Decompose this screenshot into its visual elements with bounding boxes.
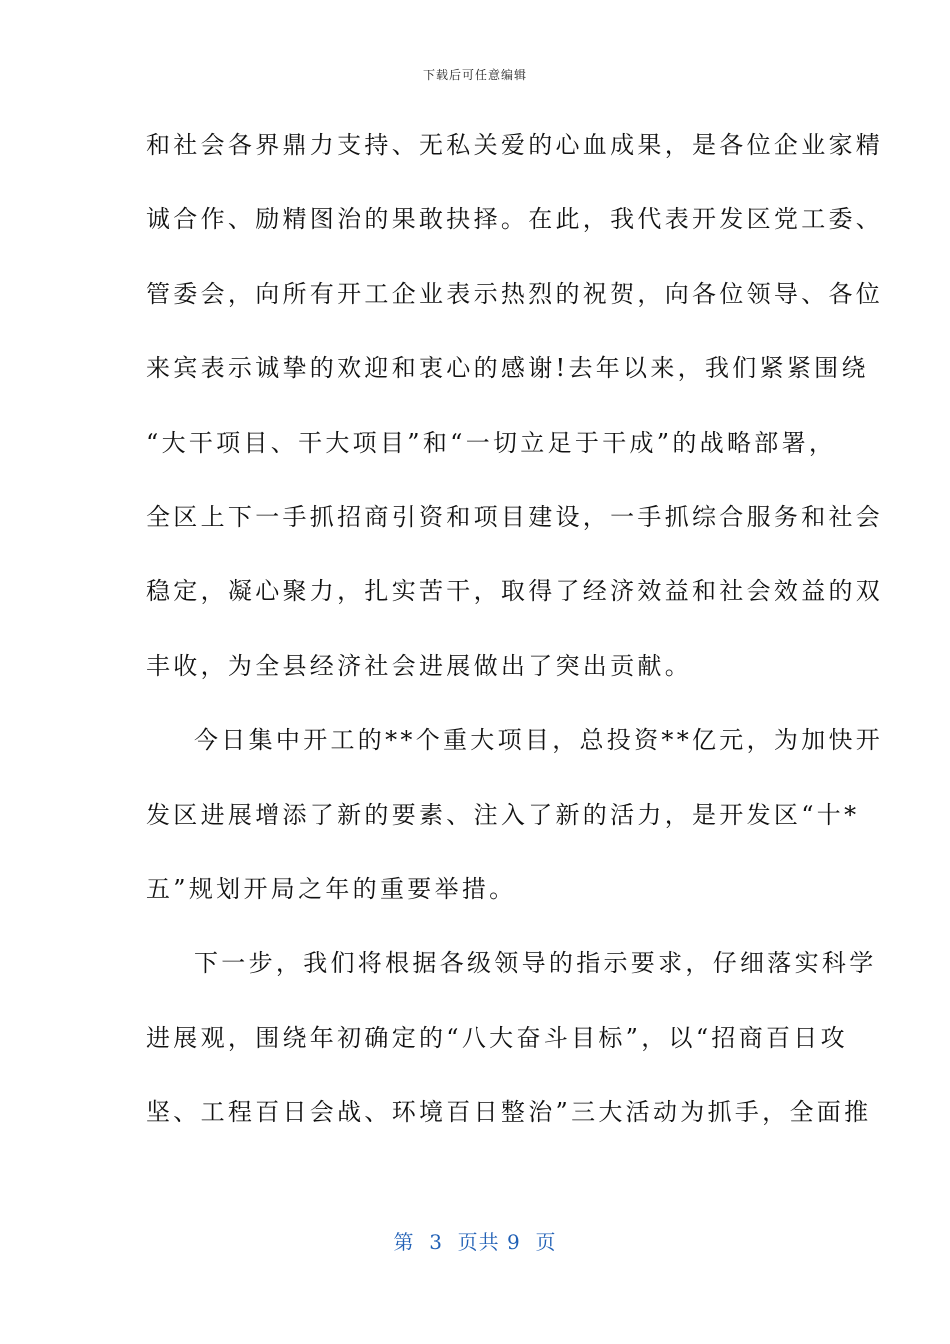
text-line: 丰收，为全县经济社会进展做出了突出贡献。 bbox=[146, 651, 692, 680]
text-line: 发区进展增添了新的要素、注入了新的活力，是开发区“十* bbox=[146, 800, 860, 829]
document-body bbox=[146, 120, 884, 1161]
text-line: 诚合作、励精图治的果敢抉择。在此，我代表开发区党工委、 bbox=[146, 205, 884, 234]
page-number: 第 3 页共 9 页 bbox=[393, 1230, 557, 1254]
header-note: 下载后可任意编辑 bbox=[422, 68, 527, 82]
text-line: 和社会各界鼎力支持、无私关爱的心血成果，是各位企业家精 bbox=[146, 131, 884, 159]
paragraph-start-line: 下一步，我们将根据各级领导的指示要求，仔细落实科学 bbox=[194, 949, 877, 978]
text-line: 坚、工程百日会战、环境百日整治”三大活动为抓手，全面推 bbox=[146, 1098, 872, 1127]
text-line: 五”规划开局之年的重要举措。 bbox=[146, 874, 517, 903]
text-line: 来宾表示诚挚的欢迎和衷心的感谢!去年以来，我们紧紧围绕 bbox=[146, 354, 869, 383]
text-line: 进展观，围绕年初确定的“八大奋斗目标”，以“招商百日攻 bbox=[146, 1023, 848, 1052]
text-line: 管委会，向所有开工企业表示热烈的祝贺，向各位领导、各位 bbox=[146, 279, 884, 308]
text-line: 全区上下一手抓招商引资和项目建设，一手抓综合服务和社会 bbox=[146, 502, 884, 531]
text-line: 稳定，凝心聚力，扎实苦干，取得了经济效益和社会效益的双 bbox=[146, 577, 884, 606]
text-line: “大干项目、干大项目”和“一切立足于干成”的战略部署， bbox=[146, 428, 837, 457]
paragraph-start-line: 今日集中开工的**个重大项目，总投资**亿元，为加快开 bbox=[194, 726, 884, 755]
